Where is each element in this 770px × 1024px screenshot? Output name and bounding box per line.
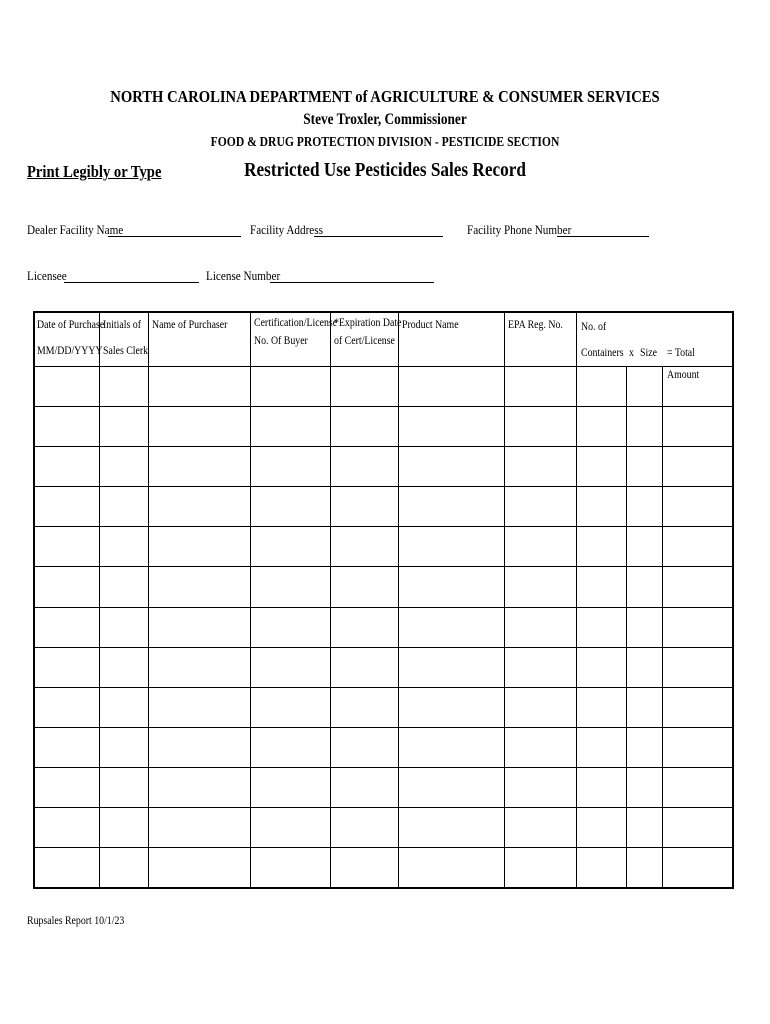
column-divider xyxy=(99,311,100,889)
col-containers-label: Containers xyxy=(581,345,624,359)
col-certification xyxy=(254,313,337,349)
col-size-label: Size xyxy=(640,345,657,359)
agency-title: NORTH CAROLINA DEPARTMENT of AGRICULTURE & CONSUMER SERVICES xyxy=(110,87,660,106)
print-legibly-note: Print Legibly or Type xyxy=(27,162,162,181)
col-size xyxy=(640,341,657,363)
col-clerk-line1: Initials of xyxy=(103,317,141,331)
column-divider xyxy=(626,366,627,889)
col-epa-label: EPA Reg. No. xyxy=(508,317,563,331)
license-number-field[interactable] xyxy=(270,282,434,283)
row-divider xyxy=(33,486,734,487)
division-name: FOOD & DRUG PROTECTION DIVISION - PESTICIDE SECTION xyxy=(210,134,560,149)
column-divider xyxy=(662,366,663,889)
row-divider xyxy=(33,687,734,688)
row-divider xyxy=(33,647,734,648)
row-divider xyxy=(33,847,734,848)
col-containers xyxy=(581,341,624,363)
col-x xyxy=(629,341,634,363)
col-date-line2: MM/DD/YYYY xyxy=(37,343,103,357)
col-no-of xyxy=(581,315,606,337)
row-divider xyxy=(33,406,734,407)
column-divider xyxy=(330,311,331,889)
col-product-label: Product Name xyxy=(402,317,459,331)
col-expiration-date xyxy=(334,313,401,349)
col-total-amount xyxy=(667,341,722,385)
dealer-facility-name-field[interactable] xyxy=(108,236,241,237)
row-divider xyxy=(33,807,734,808)
column-divider xyxy=(576,311,577,889)
col-date-of-purchase xyxy=(37,313,104,361)
commissioner-name: Steve Troxler, Commissioner xyxy=(303,111,467,128)
column-divider xyxy=(250,311,251,889)
facility-phone-label: Facility Phone Number xyxy=(467,222,572,237)
row-divider xyxy=(33,446,734,447)
col-x-label: x xyxy=(629,345,634,359)
dealer-facility-name-label: Dealer Facility Name xyxy=(27,222,124,237)
form-title: Restricted Use Pesticides Sales Record xyxy=(244,159,526,181)
table-border-right xyxy=(732,311,734,889)
header-divider xyxy=(33,366,734,367)
col-clerk-line2: Sales Clerk xyxy=(103,343,149,357)
col-product-name xyxy=(402,313,459,335)
license-number-label: License Number xyxy=(206,268,281,283)
column-divider xyxy=(504,311,505,889)
col-date-line1: Date of Purchase xyxy=(37,317,105,331)
col-exp-line2: of Cert/License xyxy=(334,333,395,347)
col-epa-reg-no xyxy=(508,313,563,335)
facility-phone-field[interactable] xyxy=(557,236,649,237)
row-divider xyxy=(33,566,734,567)
col-total-label: = Total Amount xyxy=(667,345,700,381)
row-divider xyxy=(33,767,734,768)
licensee-label: Licensee xyxy=(27,268,67,283)
licensee-field[interactable] xyxy=(64,282,199,283)
col-name-of-purchaser xyxy=(152,313,227,335)
row-divider xyxy=(33,727,734,728)
col-exp-line1: *Expiration Date xyxy=(334,315,402,329)
col-purchaser-label: Name of Purchaser xyxy=(152,317,228,331)
table-border-bottom xyxy=(33,887,734,889)
row-divider xyxy=(33,526,734,527)
column-divider xyxy=(398,311,399,889)
row-divider xyxy=(33,607,734,608)
col-no-of-label: No. of xyxy=(581,319,607,333)
col-cert-line2: No. Of Buyer xyxy=(254,333,308,347)
sales-record-table xyxy=(33,311,734,889)
col-sales-clerk xyxy=(103,313,148,361)
facility-address-label: Facility Address xyxy=(250,222,323,237)
col-cert-line1: Certification/License xyxy=(254,315,338,329)
facility-address-field[interactable] xyxy=(314,236,443,237)
column-divider xyxy=(148,311,149,889)
footer-report-id: Rupsales Report 10/1/23 xyxy=(27,913,125,927)
table-border-left xyxy=(33,311,35,889)
